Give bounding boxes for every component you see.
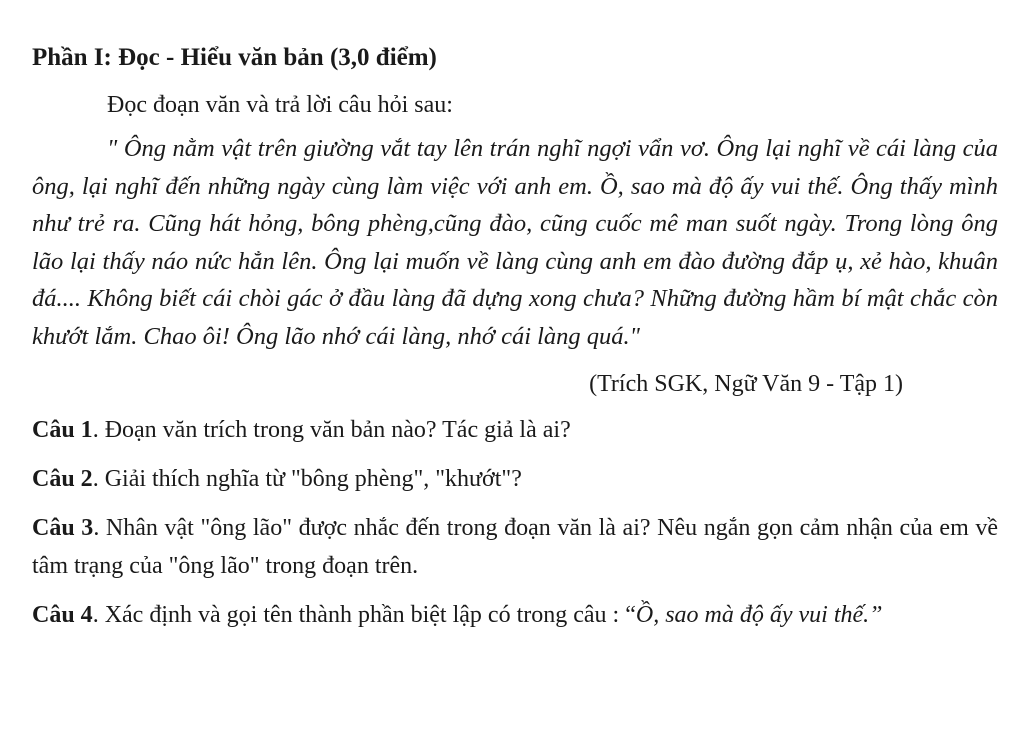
question-4 [32, 596, 998, 634]
question-1-text: . Đoạn văn trích trong văn bản nào? Tác giả là ai? [92, 417, 571, 443]
question-4-label: Câu 4 [32, 602, 93, 628]
question-3-text: . Nhân vật "ông lão" được nhắc đến trong đoạn văn là ai? Nêu ngắn gọn cảm nhận của em về tâm trạng của "ông lão" trong đoạn trên. [32, 515, 999, 579]
passage-source: (Trích SGK, Ngữ Văn 9 - Tập 1) [589, 371, 903, 397]
question-3-label: Câu 3 [32, 515, 94, 541]
question-2 [32, 460, 998, 498]
question-4-text-end: ” [869, 602, 883, 628]
cut-off-next-line [32, 742, 432, 750]
question-4-text: . Xác định và gọi tên thành phần biệt lập có trong câu : “ [92, 602, 636, 628]
question-1-label: Câu 1 [32, 417, 93, 443]
document-page [32, 38, 998, 645]
quoted-passage: " Ông nằm vật trên giường vắt tay lên trán nghĩ ngợi vẩn vơ. Ông lại nghĩ về cái làng của ông, lại nghĩ đến những ngày cùng làm việc với anh em. Ồ, sao mà độ ấy vui thế. Ông thấy mình như trẻ ra. Cũng hát hỏng, bông phèng,cũng đào, cũng cuốc mê man suốt ngày. Trong lòng ông lão lại thấy náo nức hẳn lên. Ông lại muốn về làng cùng anh em đào đường đắp ụ, xẻ hào, khuân đá.... Không biết cái chòi gác ở đầu làng đã dựng xong chưa? Những đường hầm bí mật chắc còn khướt lắm. Chao ôi! Ông lão nhớ cái làng, nhớ cái làng quá." [32, 135, 998, 350]
question-2-text: . Giải thích nghĩa từ "bông phèng", "khướt"? [92, 466, 522, 492]
reading-instruction: Đọc đoạn văn và trả lời câu hỏi sau: [107, 92, 453, 118]
section-heading: Phần I: Đọc - Hiểu văn bản (3,0 điểm) [32, 44, 437, 71]
question-3 [32, 509, 998, 585]
question-4-quote: Ồ, sao mà độ ấy vui thế. [635, 602, 870, 628]
question-1 [32, 411, 998, 449]
question-2-label: Câu 2 [32, 466, 93, 492]
